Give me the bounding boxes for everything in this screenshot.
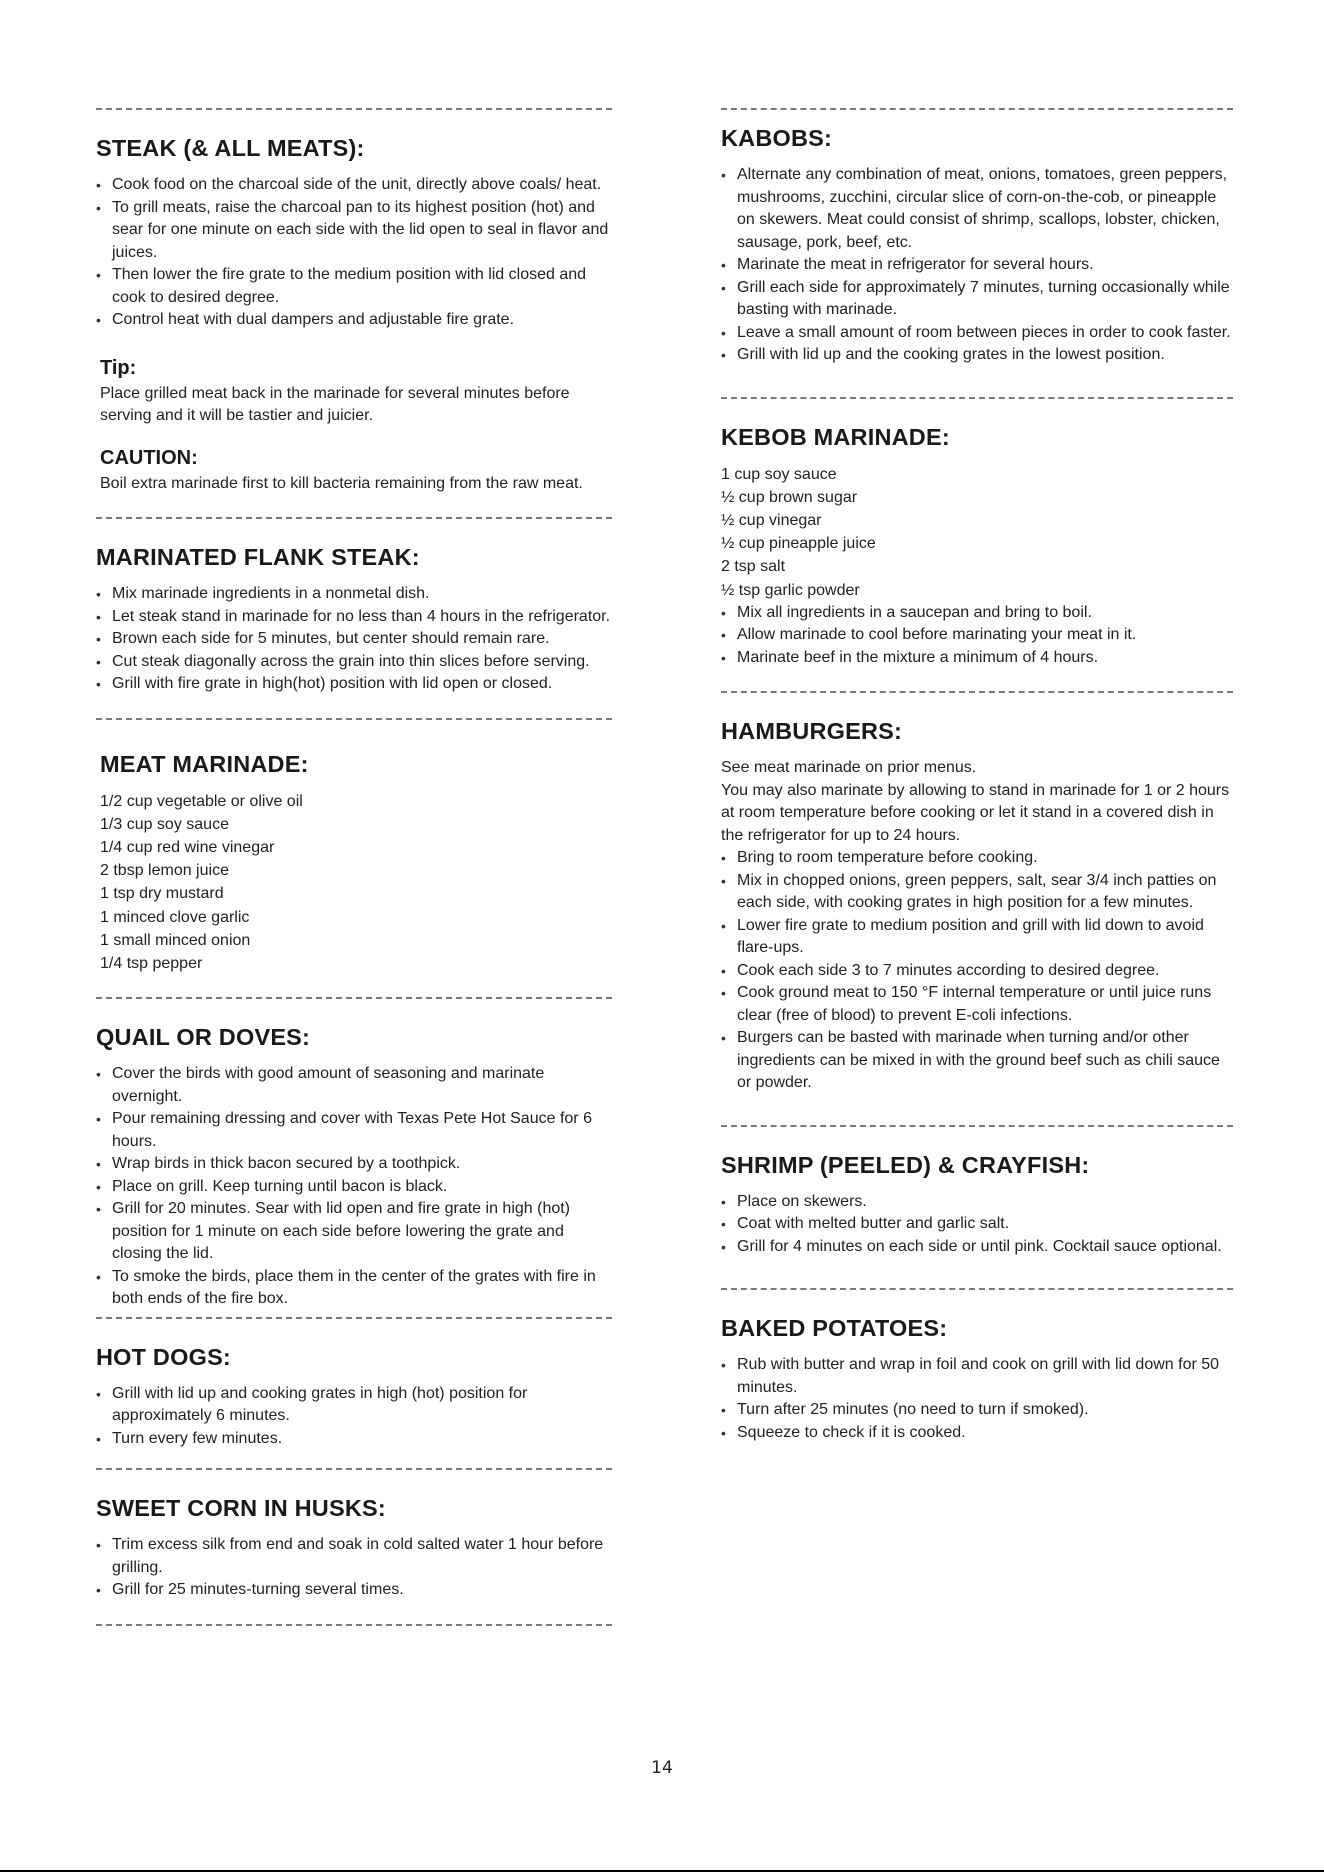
section-title: KEBOB MARINADE:: [721, 423, 950, 450]
list-item: • Cook ground meat to 150 °F internal temperature or until juice runs clear (free of blood) to prevent E-coli infections.: [721, 982, 1233, 1027]
left-column: [96, 108, 612, 1626]
list-item: • Rub with butter and wrap in foil and cook on grill with lid down for 50 minutes.: [721, 1354, 1233, 1399]
list-item: • Wrap birds in thick bacon secured by a toothpick.: [96, 1153, 612, 1176]
list-item: • Lower fire grate to medium position and grill with lid down to avoid flare-ups.: [721, 915, 1233, 960]
list-item: • Brown each side for 5 minutes, but center should remain rare.: [96, 628, 612, 651]
right-column: [721, 108, 1233, 1444]
list-item: • Cover the birds with good amount of seasoning and marinate overnight.: [96, 1063, 612, 1108]
caution-title: CAUTION:: [100, 446, 198, 469]
list-item: • Trim excess silk from end and soak in cold salted water 1 hour before grilling.: [96, 1534, 612, 1579]
ingredient-line: 1 tsp dry mustard: [100, 885, 224, 903]
list-item: • Leave a small amount of room between pieces in order to cook faster.: [721, 322, 1233, 345]
section-divider: [96, 1468, 612, 1470]
list-item: • Marinate the meat in refrigerator for several hours.: [721, 254, 1233, 277]
section-title: MEAT MARINADE:: [100, 750, 309, 777]
section-shrimp: [721, 1151, 1233, 1259]
list-item: • To smoke the birds, place them in the center of the grates with fire in both ends of the fire box.: [96, 1266, 612, 1311]
kebob-marinade-steps: [721, 602, 1233, 670]
ingredient-list: [721, 463, 1233, 602]
ingredient-line: 1 cup soy sauce: [721, 465, 837, 483]
tip-title: Tip:: [100, 356, 137, 379]
section-divider: [96, 108, 612, 110]
ingredient-line: 2 tbsp lemon juice: [100, 862, 229, 880]
section-title: KABOBS:: [721, 125, 833, 151]
page-number: 14: [651, 1758, 673, 1778]
ingredient-line: ½ cup vinegar: [721, 511, 822, 529]
list-item: • Let steak stand in marinade for no less than 4 hours in the refrigerator.: [96, 606, 612, 629]
list-item: • Coat with melted butter and garlic salt.: [721, 1213, 1233, 1236]
list-item: • Burgers can be basted with marinade when turning and/or other ingredients can be mixed in with the ground beef such as chili sauce or powder.: [721, 1027, 1233, 1095]
ingredient-line: ½ tsp garlic powder: [721, 581, 860, 599]
list-item: • Allow marinade to cool before marinating your meat in it.: [721, 624, 1233, 647]
list-item: • Mix marinade ingredients in a nonmetal dish.: [96, 583, 612, 606]
list-item: • Mix in chopped onions, green peppers, salt, sear 3/4 inch patties on each side, with cooking grates in high position for a few minutes.: [721, 870, 1233, 915]
corn-list: [96, 1534, 612, 1602]
potatoes-list: [721, 1354, 1233, 1444]
ingredient-line: 1/4 cup red wine vinegar: [100, 838, 275, 856]
list-item: • To grill meats, raise the charcoal pan to its highest position (hot) and sear for one minute on each side with the lid open to seal in flavor and juices.: [96, 197, 612, 265]
section-kebob-marinade: [721, 423, 1233, 670]
section-meat-marinade: [96, 750, 612, 976]
section-divider: [96, 517, 612, 519]
ingredient-line: 1 minced clove garlic: [100, 908, 250, 926]
section-kabobs: [721, 124, 1233, 367]
section-title: SHRIMP (PEELED) & CRAYFISH:: [721, 1151, 1090, 1178]
list-item: • Mix all ingredients in a saucepan and bring to boil.: [721, 602, 1233, 625]
flank-list: [96, 583, 612, 696]
list-item: • Place on skewers.: [721, 1191, 1233, 1214]
section-divider: [721, 691, 1233, 693]
list-item: • Place on grill. Keep turning until bacon is black.: [96, 1176, 612, 1199]
steak-list: [96, 174, 612, 332]
list-item: • Control heat with dual dampers and adjustable fire grate.: [96, 309, 612, 332]
list-item: • Then lower the fire grate to the medium position with lid closed and cook to desired degree.: [96, 264, 612, 309]
kabobs-list: [721, 164, 1233, 367]
ingredient-line: 1/4 tsp pepper: [100, 954, 203, 972]
list-item: • Pour remaining dressing and cover with Texas Pete Hot Sauce for 6 hours.: [96, 1108, 612, 1153]
list-item: • Cook food on the charcoal side of the unit, directly above coals/ heat.: [96, 174, 612, 197]
section-title: MARINATED FLANK STEAK:: [96, 544, 420, 570]
list-item: • Grill with fire grate in high(hot) position with lid open or closed.: [96, 673, 612, 696]
section-title: HAMBURGERS:: [721, 718, 903, 745]
section-divider: [96, 1624, 612, 1626]
section-quail: [96, 1023, 612, 1311]
ingredient-line: 1/3 cup soy sauce: [100, 815, 229, 833]
ingredient-line: 1 small minced onion: [100, 931, 251, 949]
list-item: • Turn every few minutes.: [96, 1428, 612, 1451]
section-divider: [721, 397, 1233, 399]
list-item: • Grill for 25 minutes-turning several times.: [96, 1579, 612, 1602]
ingredient-line: 1/2 cup vegetable or olive oil: [100, 792, 303, 810]
section-hot-dogs: [96, 1343, 612, 1451]
ingredient-line: ½ cup brown sugar: [721, 488, 858, 506]
list-item: • Cut steak diagonally across the grain into thin slices before serving.: [96, 651, 612, 674]
ingredient-line: 2 tsp salt: [721, 558, 786, 576]
caution-text: Boil extra marinade first to kill bacteria remaining from the raw meat.: [100, 474, 583, 492]
section-divider: [721, 1125, 1233, 1127]
section-baked-potatoes: [721, 1314, 1233, 1444]
list-item: • Alternate any combination of meat, onions, tomatoes, green peppers, mushrooms, zucchini, circular slice of corn-on-the-cob, or pineapple on skewers. Meat could consist of shrimp, scallops, lobster, chicken, sausage, pork, beef, etc.: [721, 164, 1233, 254]
section-divider: [96, 997, 612, 999]
section-title: HOT DOGS:: [96, 1343, 231, 1370]
section-title: BAKED POTATOES:: [721, 1315, 948, 1342]
section-hamburgers: [721, 717, 1233, 1095]
list-item: • Turn after 25 minutes (no need to turn if smoked).: [721, 1399, 1233, 1422]
section-divider: [721, 108, 1233, 110]
list-item: • Grill for 20 minutes. Sear with lid open and fire grate in high (hot) position for 1 minute on each side before lowering the grate and closing the lid.: [96, 1198, 612, 1266]
intro-text: You may also marinate by allowing to stand in marinade for 1 or 2 hours at room temperature before cooking or let it stand in a covered dish in the refrigerator for up to 24 hours.: [721, 781, 1230, 844]
list-item: • Cook each side 3 to 7 minutes according to desired degree.: [721, 960, 1233, 983]
tip-text: Place grilled meat back in the marinade for several minutes before serving and it will be tastier and juicier.: [100, 384, 570, 424]
quail-list: [96, 1063, 612, 1311]
list-item: • Grill with lid up and cooking grates in high (hot) position for approximately 6 minutes.: [96, 1383, 612, 1428]
section-sweet-corn: [96, 1494, 612, 1602]
list-item: • Marinate beef in the mixture a minimum of 4 hours.: [721, 647, 1233, 670]
hotdogs-list: [96, 1383, 612, 1451]
list-item: • Grill for 4 minutes on each side or until pink. Cocktail sauce optional.: [721, 1236, 1233, 1259]
list-item: • Grill each side for approximately 7 minutes, turning occasionally while basting with marinade.: [721, 277, 1233, 322]
section-divider: [96, 1317, 612, 1319]
section-flank-steak: [96, 543, 612, 696]
section-title: SWEET CORN IN HUSKS:: [96, 1495, 386, 1522]
section-divider: [96, 718, 612, 720]
list-item: • Grill with lid up and the cooking grates in the lowest position.: [721, 344, 1233, 367]
hamburgers-list: [721, 847, 1233, 1095]
section-title: QUAIL OR DOVES:: [96, 1024, 311, 1051]
section-title: STEAK (& ALL MEATS):: [96, 135, 365, 161]
section-steak: [96, 134, 612, 495]
ingredient-line: ½ cup pineapple juice: [721, 535, 876, 553]
list-item: • Bring to room temperature before cooking.: [721, 847, 1233, 870]
shrimp-list: [721, 1191, 1233, 1259]
list-item: • Squeeze to check if it is cooked.: [721, 1422, 1233, 1445]
ingredient-list: [100, 790, 612, 976]
section-divider: [721, 1288, 1233, 1290]
intro-text: See meat marinade on prior menus.: [721, 759, 977, 777]
